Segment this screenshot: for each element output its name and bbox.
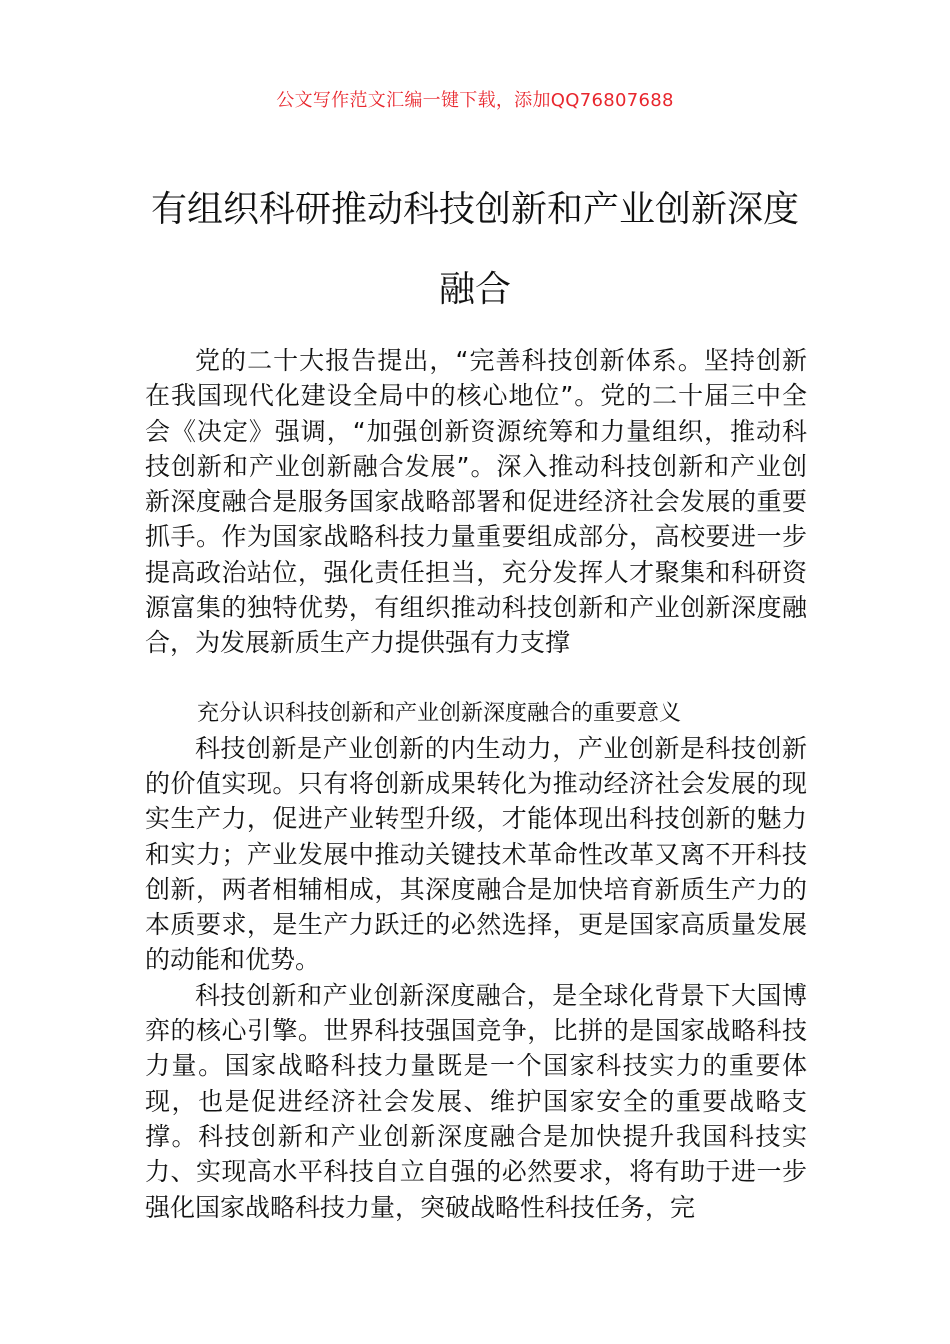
document-title-line-2: 融合 <box>438 269 511 310</box>
document-title-line-1: 有组织科研推动科技创新和产业创新深度 <box>150 189 799 230</box>
document-title <box>120 170 830 330</box>
paragraph-2: 科技创新是产业创新的内生动力，产业创新是科技创新的价值实现。只有将创新成果转化为推动经济社会发展的现实生产力，促进产业转型升级，才能体现出科技创新的魅力和实力；产业发展中推动关键技术革命性改革又离不开科技创新，两者相辅相成，其深度融合是加快培育新质生产力的本质要求，是生产力跃迁的必然选择，更是国家高质量发展的动能和优势。 <box>145 733 807 975</box>
paragraph-3: 科技创新和产业创新深度融合，是全球化背景下大国博弈的核心引擎。世界科技强国竞争，比拼的是国家战略科技力量。国家战略科技力量既是一个国家科技实力的重要体现，也是促进经济社会发展、维护国家安全的重要战略支撑。科技创新和产业创新深度融合是加快提升我国科技实力、实现高水平科技自立自强的必然要求，将有助于进一步强化国家战略科技力量，突破战略性科技任务，完 <box>145 980 807 1222</box>
paragraph-intro: 党的二十大报告提出，“完善科技创新体系。坚持创新在我国现代化建设全局中的核心地位”。党的二十届三中全会《决定》强调，“加强创新资源统筹和力量组织，推动科技创新和产业创新融合发展”。深入推动科技创新和产业创新深度融合是服务国家战略部署和促进经济社会发展的重要抓手。作为国家战略科技力量重要组成部分，高校要进一步提高政治站位，强化责任担当，充分发挥人才聚集和科研资源富集的独特优势，有组织推动科技创新和产业创新深度融合，为发展新质生产力提供强有力支撑 <box>145 346 807 658</box>
download-promo-note: 公文写作范文汇编一键下载，添加QQ76807688 <box>276 90 674 111</box>
document-body <box>145 343 807 1225</box>
section-heading: 充分认识科技创新和产业创新深度融合的重要意义 <box>197 700 682 726</box>
